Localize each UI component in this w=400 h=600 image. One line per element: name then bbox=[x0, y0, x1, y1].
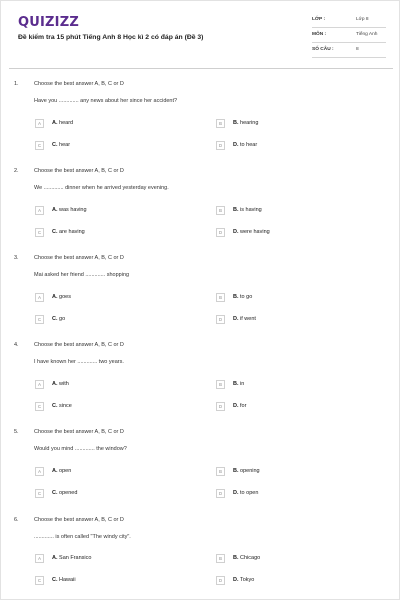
question-instruction: Choose the best answer A, B, C or D bbox=[34, 168, 124, 174]
option-letter: C. bbox=[52, 403, 58, 409]
option-letter: C. bbox=[52, 577, 58, 583]
question-number: 4. bbox=[14, 342, 19, 348]
option-checkbox[interactable]: B bbox=[216, 119, 225, 128]
question-number: 1. bbox=[14, 81, 19, 87]
option-text: to go bbox=[240, 294, 253, 300]
question-instruction: Choose the best answer A, B, C or D bbox=[34, 429, 124, 435]
option-text: heard bbox=[59, 120, 74, 126]
option-letter: D. bbox=[233, 577, 239, 583]
option-checkbox[interactable]: A bbox=[35, 293, 44, 302]
meta-count-label: SỐ CÂU : bbox=[312, 47, 334, 52]
question-number: 6. bbox=[14, 517, 19, 523]
worksheet-title: Đề kiểm tra 15 phút Tiếng Anh 8 Học kì 2 có đáp án (Đề 3) bbox=[18, 34, 204, 41]
question-instruction: Choose the best answer A, B, C or D bbox=[34, 517, 124, 523]
option-checkbox[interactable]: C bbox=[35, 576, 44, 585]
option-checkbox[interactable]: B bbox=[216, 467, 225, 476]
option-text: were having bbox=[240, 229, 270, 235]
option-text: to open bbox=[240, 490, 259, 496]
option-letter: C. bbox=[52, 490, 58, 496]
meta-class-value: Lớp 8 bbox=[356, 17, 369, 22]
meta-subject-label: MÔN : bbox=[312, 32, 327, 37]
option-checkbox[interactable]: C bbox=[35, 402, 44, 411]
option-checkbox[interactable]: B bbox=[216, 380, 225, 389]
meta-class-label: LỚP : bbox=[312, 17, 326, 22]
option-text: is having bbox=[240, 207, 262, 213]
meta-divider bbox=[312, 27, 386, 28]
header-divider bbox=[9, 68, 393, 69]
option-letter: A. bbox=[52, 555, 58, 561]
option-letter: D. bbox=[233, 142, 239, 148]
option-text: to hear bbox=[240, 142, 258, 148]
option-letter: C. bbox=[52, 316, 58, 322]
question-text: Have you ............. any news about her since her accident? bbox=[34, 98, 178, 104]
option-text: was having bbox=[59, 207, 87, 213]
option-checkbox[interactable]: D bbox=[216, 228, 225, 237]
option-letter: A. bbox=[52, 120, 58, 126]
option-text: since bbox=[59, 403, 72, 409]
question-instruction: Choose the best answer A, B, C or D bbox=[34, 81, 124, 87]
option-text: Tokyo bbox=[239, 577, 255, 583]
option-letter: A. bbox=[52, 468, 58, 474]
option-checkbox[interactable]: D bbox=[216, 489, 225, 498]
option-checkbox[interactable]: A bbox=[35, 467, 44, 476]
option-checkbox[interactable]: A bbox=[35, 119, 44, 128]
option-checkbox[interactable]: D bbox=[216, 315, 225, 324]
option-checkbox[interactable]: C bbox=[35, 489, 44, 498]
meta-count-value: 8 bbox=[356, 47, 359, 52]
option-letter: B. bbox=[233, 381, 239, 387]
option-checkbox[interactable]: A bbox=[35, 380, 44, 389]
option-letter: B. bbox=[233, 468, 239, 474]
option-checkbox[interactable]: C bbox=[35, 315, 44, 324]
option-text: if went bbox=[240, 316, 256, 322]
option-letter: D. bbox=[233, 316, 239, 322]
option-checkbox[interactable]: A bbox=[35, 206, 44, 215]
option-letter: B. bbox=[233, 207, 239, 213]
question-text: ............. is often called "The windy city". bbox=[34, 534, 131, 540]
option-checkbox[interactable]: C bbox=[35, 228, 44, 237]
option-text: open bbox=[59, 468, 72, 474]
option-letter: A. bbox=[52, 294, 58, 300]
question-number: 3. bbox=[14, 255, 19, 261]
option-letter: D. bbox=[233, 403, 239, 409]
question-text: Would you mind ............. the window? bbox=[34, 446, 127, 452]
question-text: I have known her ............. two years. bbox=[34, 359, 124, 365]
option-checkbox[interactable]: D bbox=[216, 402, 225, 411]
option-text: for bbox=[240, 403, 247, 409]
option-text: goes bbox=[59, 294, 71, 300]
option-letter: B. bbox=[233, 555, 239, 561]
option-text: opening bbox=[240, 468, 260, 474]
option-text: opened bbox=[59, 490, 78, 496]
option-letter: D. bbox=[233, 229, 239, 235]
option-text: are having bbox=[59, 229, 85, 235]
question-text: We ............. dinner when he arrived yesterday evening. bbox=[34, 185, 169, 191]
quizizz-logo: QUIZIZZ bbox=[18, 15, 79, 30]
question-number: 2. bbox=[14, 168, 19, 174]
option-letter: C. bbox=[52, 142, 58, 148]
option-letter: D. bbox=[233, 490, 239, 496]
question-number: 5. bbox=[14, 429, 19, 435]
option-letter: A. bbox=[52, 381, 58, 387]
option-letter: B. bbox=[233, 120, 239, 126]
option-checkbox[interactable]: C bbox=[35, 141, 44, 150]
option-checkbox[interactable]: B bbox=[216, 206, 225, 215]
option-text: in bbox=[240, 381, 245, 387]
option-text: hear bbox=[59, 142, 71, 148]
option-text: with bbox=[59, 381, 69, 387]
meta-divider bbox=[312, 42, 386, 43]
option-checkbox[interactable]: B bbox=[216, 554, 225, 563]
option-text: Chicago bbox=[240, 555, 261, 561]
option-checkbox[interactable]: A bbox=[35, 554, 44, 563]
option-letter: C. bbox=[52, 229, 58, 235]
option-text: go bbox=[59, 316, 66, 322]
option-text: hearing bbox=[240, 120, 259, 126]
meta-divider bbox=[312, 57, 386, 58]
question-instruction: Choose the best answer A, B, C or D bbox=[34, 255, 124, 261]
option-text: Hawaii bbox=[59, 577, 76, 583]
option-checkbox[interactable]: D bbox=[216, 576, 225, 585]
option-letter: B. bbox=[233, 294, 239, 300]
option-checkbox[interactable]: D bbox=[216, 141, 225, 150]
option-text: San Fransico bbox=[59, 555, 92, 561]
option-letter: A. bbox=[52, 207, 58, 213]
question-text: Mai asked her friend ............. shopping bbox=[34, 272, 130, 278]
option-checkbox[interactable]: B bbox=[216, 293, 225, 302]
meta-subject-value: Tiếng Anh bbox=[356, 32, 378, 37]
question-instruction: Choose the best answer A, B, C or D bbox=[34, 342, 124, 348]
